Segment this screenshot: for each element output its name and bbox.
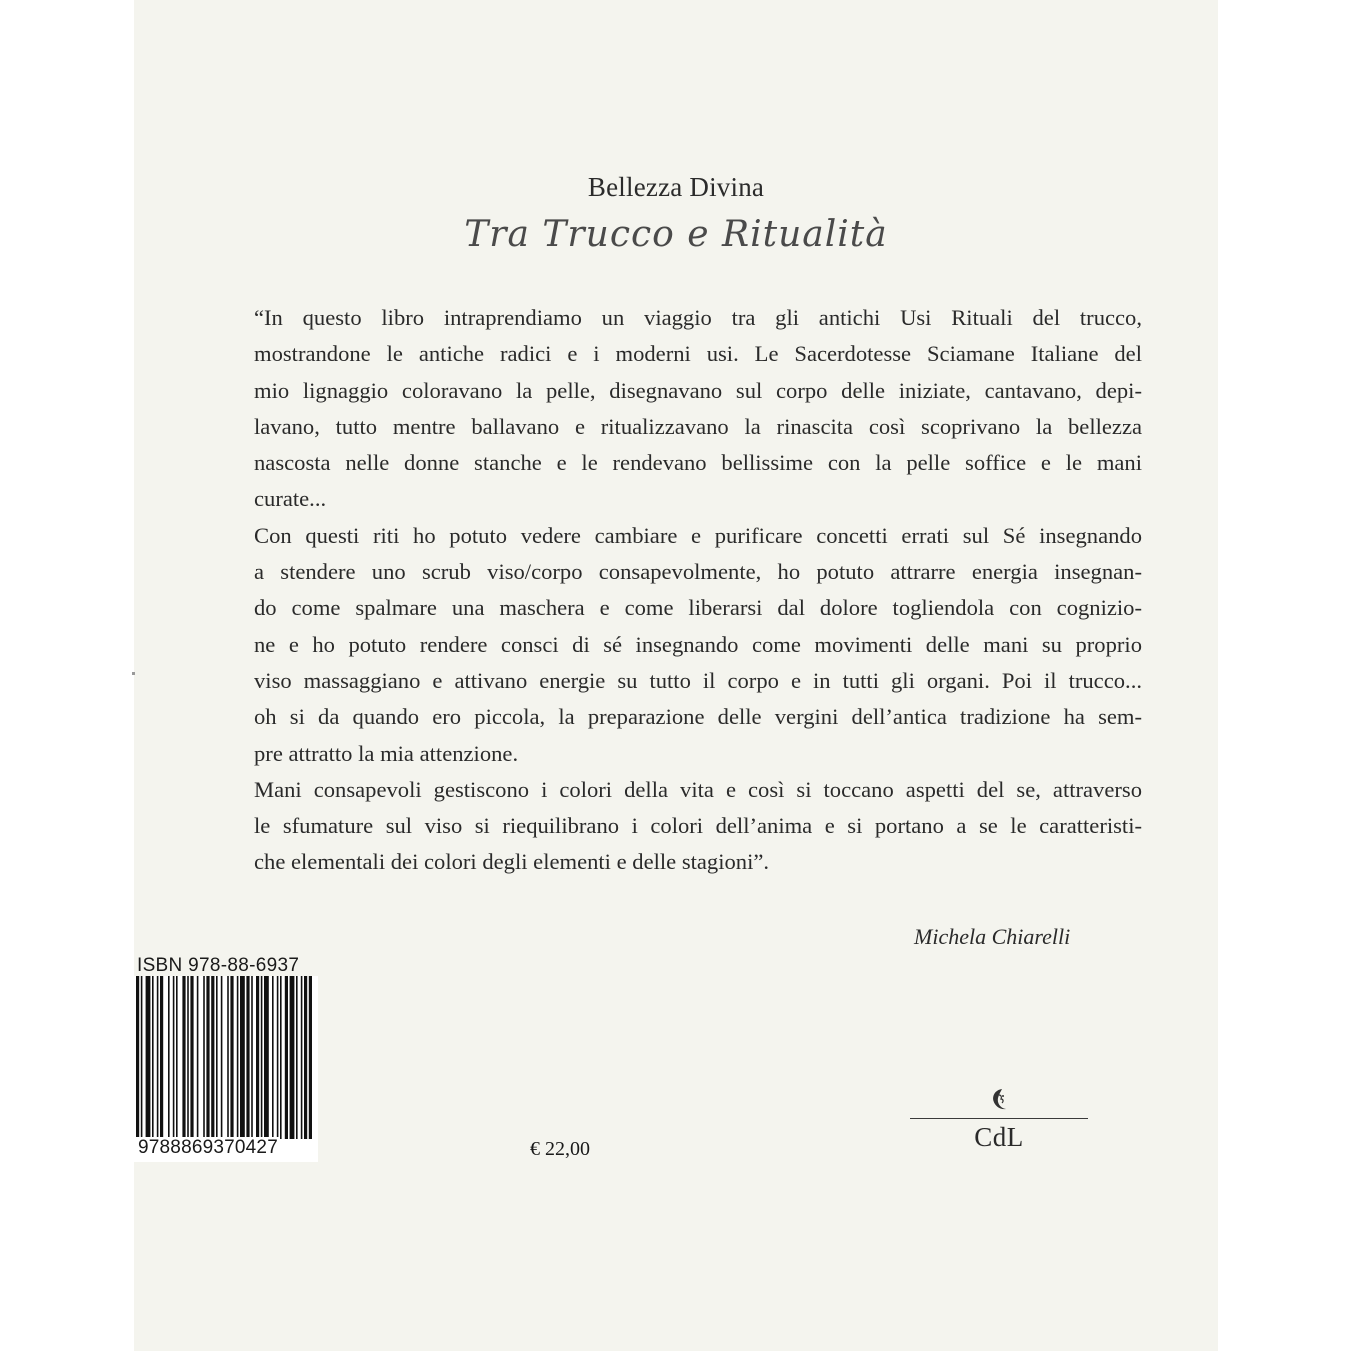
blurb-line: a stendere uno scrub viso/corpo consapevolmente, ho potuto attrarre energia insegnan- bbox=[254, 559, 1142, 585]
blurb-text bbox=[254, 300, 1142, 881]
barcode-bar bbox=[211, 976, 214, 1139]
barcode-bar bbox=[197, 976, 199, 1139]
blurb-line: curate... bbox=[254, 486, 327, 512]
margin-mark bbox=[132, 672, 135, 675]
barcode-bar bbox=[256, 976, 259, 1139]
blurb-line: do come spalmare una maschera e come liberarsi dal dolore togliendola con cognizio- bbox=[254, 595, 1142, 621]
barcode-bar bbox=[157, 976, 159, 1139]
blurb-line: viso massaggiano e attivano energie su tutto il corpo e in tutti gli organi. Poi il trucco... bbox=[254, 667, 1142, 693]
barcode-bar bbox=[160, 976, 163, 1139]
barcode-bar bbox=[261, 976, 263, 1139]
barcode-bar bbox=[230, 976, 233, 1139]
book-title: Bellezza Divina bbox=[587, 172, 765, 202]
blurb-line: che elementali dei colori degli elementi e delle stagioni”. bbox=[254, 849, 770, 875]
author-name: Michela Chiarelli bbox=[914, 924, 1071, 949]
barcode-bar bbox=[152, 976, 154, 1139]
barcode-digits: 9788869370427 bbox=[138, 1137, 278, 1158]
barcode-bar bbox=[146, 976, 151, 1139]
barcode-bar bbox=[216, 976, 218, 1139]
blurb-paragraph bbox=[254, 518, 1142, 772]
blurb-line: mio lignaggio coloravano la pelle, disegnavano sul corpo delle iniziate, cantavano, depi- bbox=[254, 377, 1142, 403]
barcode-bar bbox=[246, 976, 249, 1139]
barcode-bar bbox=[221, 976, 223, 1139]
barcode-bar bbox=[309, 976, 312, 1139]
blurb-line: “In questo libro intraprendiamo un viaggio tra gli antichi Usi Rituali del trucco, bbox=[254, 305, 1142, 330]
isbn-label: ISBN 978-88-6937 bbox=[137, 955, 300, 976]
barcode-bar bbox=[285, 976, 288, 1139]
barcode-bar bbox=[187, 976, 189, 1139]
barcode-bar bbox=[182, 976, 185, 1139]
moon-face-icon bbox=[986, 1086, 1014, 1114]
barcode-bar bbox=[264, 976, 269, 1139]
blurb-paragraph bbox=[254, 772, 1142, 881]
barcode-bar bbox=[272, 976, 274, 1139]
blurb-line: oh si da quando ero piccola, la preparazione delle vergini dell’antica tradizione ha sem- bbox=[254, 704, 1142, 730]
publisher-name: CdL bbox=[974, 1122, 1024, 1152]
barcode-bars bbox=[135, 976, 313, 1139]
blurb-line: nascosta nelle donne stanche e le rendevano bellissime con la pelle soffice e le mani bbox=[254, 450, 1142, 476]
book-subtitle: Tra Trucco e Ritualità bbox=[464, 214, 888, 255]
barcode-bar bbox=[176, 976, 178, 1139]
barcode-bar bbox=[304, 976, 307, 1139]
barcode bbox=[130, 976, 318, 1162]
barcode-bar bbox=[203, 976, 205, 1139]
publisher-rule bbox=[910, 1118, 1088, 1119]
barcode-bar bbox=[280, 976, 282, 1139]
blurb-line: Mani consapevoli gestiscono i colori della vita e così si toccano aspetti del se, attraverso bbox=[254, 776, 1142, 802]
barcode-bar bbox=[237, 976, 239, 1139]
barcode-bar bbox=[251, 976, 253, 1139]
publisher-logo bbox=[910, 1086, 1090, 1156]
barcode-bar bbox=[301, 976, 303, 1139]
blurb-line: ne e ho potuto rendere consci di sé insegnando come movimenti delle mani su proprio bbox=[254, 631, 1142, 657]
blurb-line: mostrandone le antiche radici e i moderni usi. Le Sacerdotesse Sciamane Italiane del bbox=[254, 341, 1142, 367]
blurb-line: le sfumature sul viso si riequilibrano i colori dell’anima e si portano a se le caratteristi- bbox=[254, 813, 1142, 839]
barcode-bar bbox=[296, 976, 298, 1139]
blurb-line: lavano, tutto mentre ballavano e ritualizzavano la rinascita così scoprivano la bellezza bbox=[254, 413, 1142, 439]
barcode-bar bbox=[240, 976, 245, 1139]
barcode-bar bbox=[206, 976, 209, 1139]
barcode-bar bbox=[173, 976, 175, 1139]
barcode-bar bbox=[136, 976, 139, 1139]
price: € 22,00 bbox=[530, 1138, 590, 1160]
barcode-bar bbox=[190, 976, 193, 1139]
barcode-bar bbox=[168, 976, 170, 1139]
blurb-line: Con questi riti ho potuto vedere cambiare e purificare concetti errati sul Sé insegnando bbox=[254, 522, 1142, 548]
barcode-bar bbox=[141, 976, 143, 1139]
barcode-bar bbox=[227, 976, 229, 1139]
barcode-bar bbox=[277, 976, 279, 1139]
blurb-line: pre attratto la mia attenzione. bbox=[254, 740, 519, 766]
barcode-bar bbox=[290, 976, 295, 1139]
blurb-paragraph bbox=[254, 300, 1142, 518]
